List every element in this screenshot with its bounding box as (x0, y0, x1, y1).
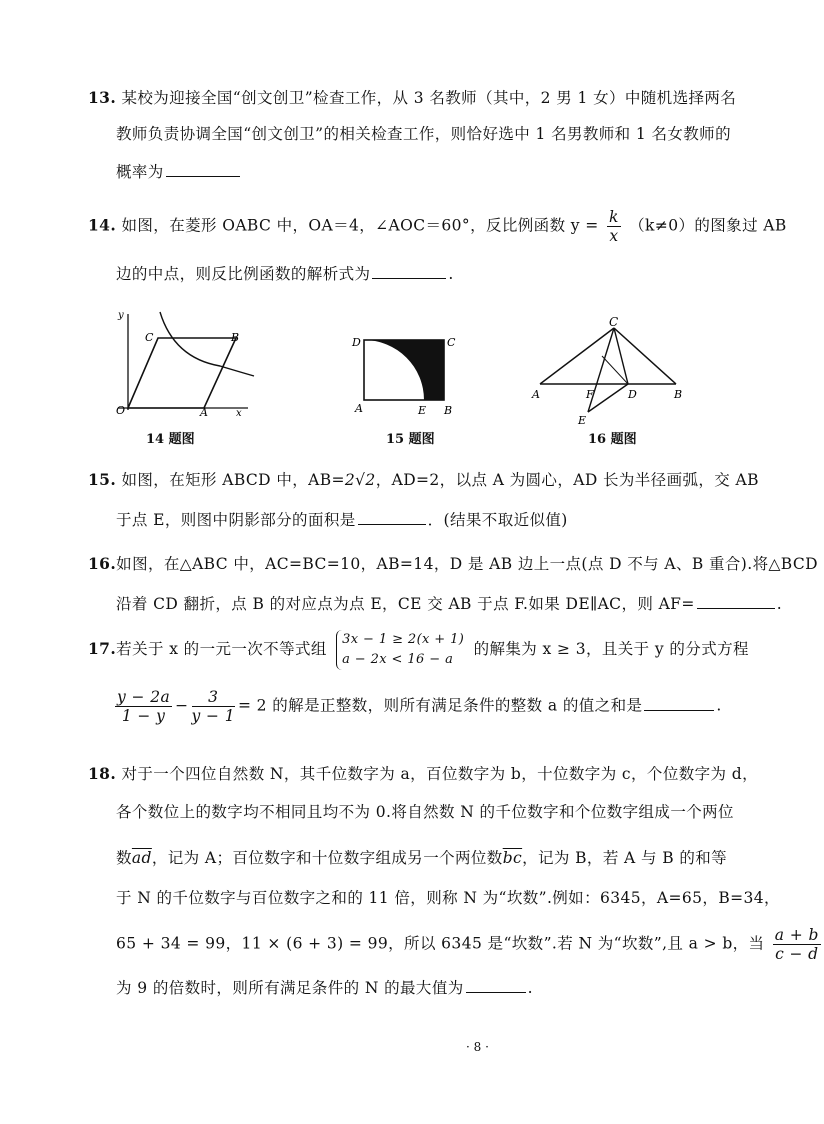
q18-fraction: $\frac{a + b}{c - d}$ (774, 926, 819, 963)
q15-number: 15. (88, 470, 117, 489)
q17-answer-blank (644, 709, 714, 711)
q16-line2: 沿着 CD 翻折，点 B 的对应点为点 E，CE 交 AB 于点 F.如果 DE∥AC，则 AF= . (116, 595, 783, 613)
q18-line5: 65 + 34 = 99，11 × (6 + 3) = 99，所以 6345 是“坎数”.若 N 为“坎数”,且 a > b，当 $\frac{a + b}{c - d}$ (116, 926, 819, 963)
figure-14 (108, 308, 258, 418)
fig15-label-a: A (355, 402, 363, 415)
q15-answer-blank (358, 523, 426, 525)
q13-line1: 13. 某校为迎接全国“创文创卫”检查工作，从 3 名教师（其中，2 男 1 女）中随机选择两名 (88, 88, 737, 107)
q14-line2: 边的中点，则反比例函数的解析式为 . (116, 265, 454, 283)
fig15-caption: 15 题图 (386, 432, 435, 447)
q18-overline-ad: $\overline{ad}$ (131, 849, 152, 867)
q16-number: 16. (88, 554, 117, 573)
fig16-label-b: B (674, 388, 683, 401)
q15-line1: 15. 如图，在矩形 ABCD 中，AB=2√2，AD=2，以点 A 为圆心，AD 长为半径画弧，交 AB (88, 470, 759, 489)
fig15-label-d: D (352, 336, 361, 349)
q14-number: 14. (88, 215, 117, 235)
q13-line2: 教师负责协调全国“创文创卫”的相关检查工作，则恰好选中 1 名男教师和 1 名女教师的 (116, 125, 731, 143)
q17-number: 17. (88, 639, 117, 658)
fig15-label-c: C (447, 336, 456, 349)
q14-answer-blank (372, 277, 446, 279)
q14-fraction: $\frac{k}{x}$ (609, 208, 619, 245)
figure-15 (346, 330, 466, 420)
fig14-label-o: O (116, 404, 126, 417)
fig15-shaded-region (364, 340, 444, 400)
q17-inequality-system: 3x − 1 ≥ 2(x + 1) a − 2x < 16 − a (336, 630, 464, 670)
fig16-label-a: A (532, 388, 540, 401)
q13-number: 13. (88, 88, 117, 107)
q18-line3: 数$\overline{ad}$，记为 A；百位数字和十位数字组成另一个两位数$\overline{bc}$，记为 B，若 A 与 B 的和等 (116, 849, 728, 867)
page-number: · 8 · (466, 1040, 489, 1054)
fig14-caption: 14 题图 (146, 432, 195, 447)
fig15-label-b: B (444, 404, 453, 417)
q17-line1: 17.若关于 x 的一元一次不等式组 3x − 1 ≥ 2(x + 1) a − 2x < 16 − a 的解集为 x ≥ 3，且关于 y 的分式方程 (88, 630, 749, 670)
fig14-label-x: x (236, 408, 242, 419)
fig16-label-e: E (578, 414, 587, 427)
q17-fraction-1: $\frac{y - 2a}{1 - y}$ (117, 688, 171, 725)
fig16-segment-cd (614, 328, 628, 384)
q16-line1: 16.如图，在△ABC 中，AC=BC=10，AB=14，D 是 AB 边上一点(点 D 不与 A、B 重合).将△BCD (88, 554, 818, 573)
q17-fraction-2: $\frac{3}{y - 1}$ (191, 688, 235, 725)
fig16-label-d: D (628, 388, 637, 401)
q13-answer-blank (166, 175, 240, 177)
fig16-segment-ac (540, 328, 614, 384)
q15-radical: 2√2 (344, 471, 376, 489)
fig16-segment-bc (614, 328, 676, 384)
q15-line2: 于点 E，则图中阴影部分的面积是 ．(结果不取近似值) (116, 511, 568, 529)
fig16-segment-de (588, 384, 628, 412)
q18-line2: 各个数位上的数字均不相同且均不为 0.将自然数 N 的千位数字和个位数字组成一个两位 (116, 803, 734, 821)
q17-line2: $\frac{y - 2a}{1 - y}$ − $\frac{3}{y - 1}$ = 2 的解是正整数，则所有满足条件的整数 a 的值之和是 . (117, 688, 722, 725)
fig16-caption: 16 题图 (588, 432, 637, 447)
q16-answer-blank (697, 607, 775, 609)
q14-line1: 14. 如图，在菱形 OABC 中，OA＝4，∠AOC＝60°，反比例函数 y = $\frac{k}{x}$ （k≠0）的图象过 AB (88, 208, 787, 245)
fig16-label-c: C (609, 315, 619, 329)
fig14-hyperbola (160, 312, 254, 376)
q18-answer-blank (466, 991, 526, 993)
q18-number: 18. (88, 764, 117, 783)
fig14-label-y: y (118, 310, 124, 321)
q13-line3: 概率为 (116, 160, 242, 182)
q18-line4: 于 N 的千位数字与百位数字之和的 11 倍，则称 N 为“坎数”.例如：6345，A=65，B=34， (116, 889, 780, 907)
figure-16 (524, 316, 694, 428)
fig16-label-f: F (586, 388, 594, 401)
q18-line1: 18. 对于一个四位自然数 N，其千位数字为 a，百位数字为 b，十位数字为 c，个位数字为 d， (88, 764, 758, 783)
fig15-label-e: E (418, 404, 427, 417)
fig14-label-c: C (145, 331, 154, 344)
fig14-label-b: B (231, 331, 240, 344)
q18-line6: 为 9 的倍数时，则所有满足条件的 N 的最大值为 . (116, 979, 533, 997)
fig14-label-a: A (200, 406, 208, 419)
q18-overline-bc: $\overline{bc}$ (502, 849, 523, 867)
